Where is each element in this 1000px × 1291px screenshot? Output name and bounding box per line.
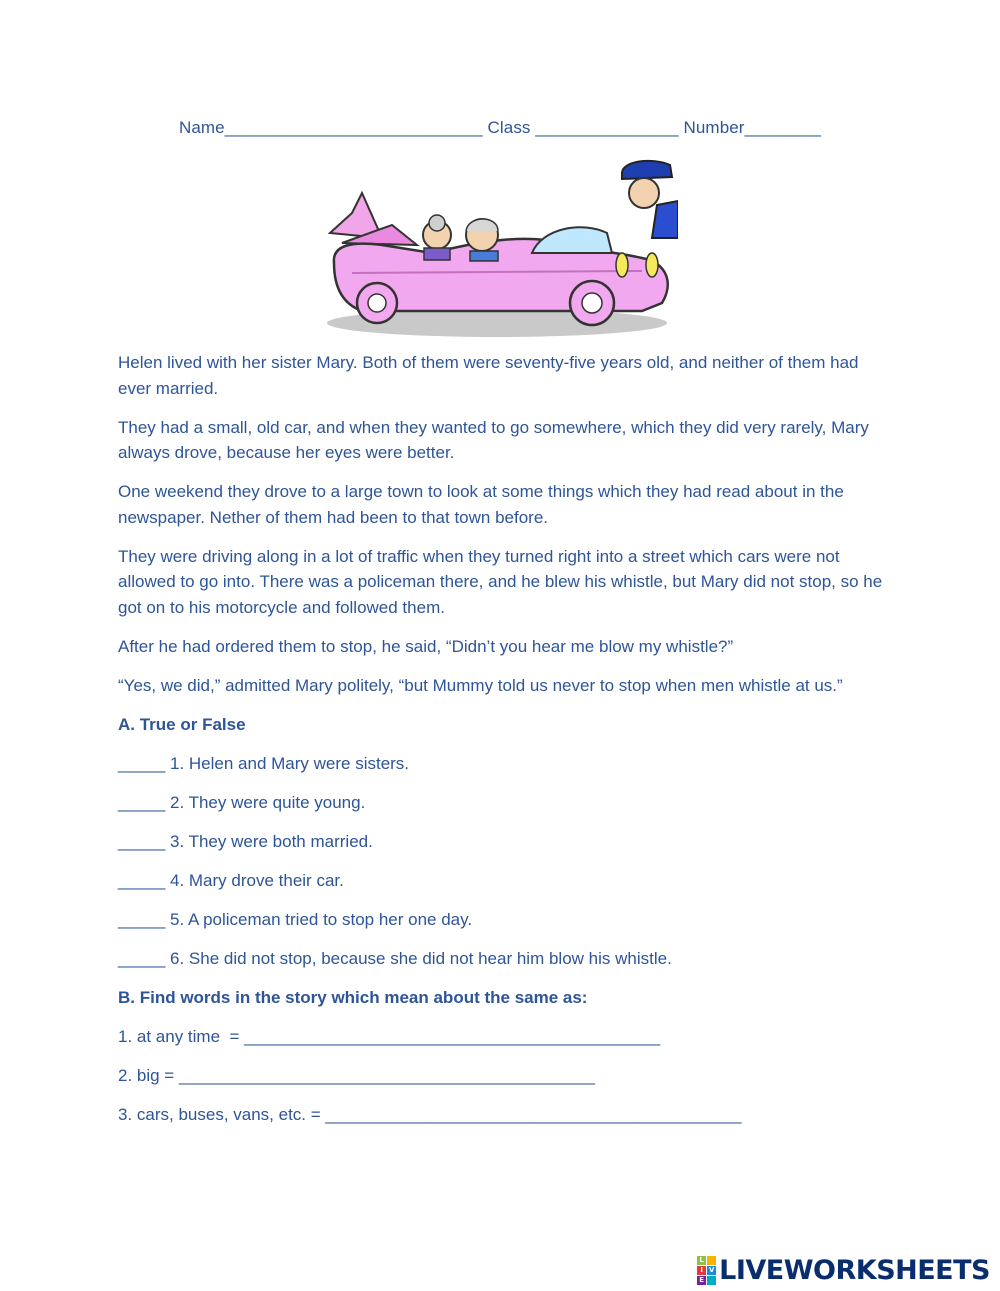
car-with-sisters-and-policeman-illustration	[322, 153, 678, 341]
story-paragraph-3: One weekend they drove to a large town to look at some things which they had read about in the newspaper. Nether of them had been to that town before.	[118, 482, 844, 527]
word-match-item-2[interactable]: 2. big = ____________________________________________	[118, 1065, 595, 1085]
section-b-heading: B. Find words in the story which mean about the same as:	[118, 987, 588, 1007]
true-false-item-5[interactable]: _____ 5. A policeman tried to stop her one day.	[118, 909, 473, 929]
story-paragraph-5: After he had ordered them to stop, he said, “Didn’t you hear me blow my whistle?”	[118, 636, 734, 656]
logo-letter-e: E	[697, 1276, 706, 1285]
logo-letter-v: V	[708, 1265, 715, 1274]
logo-block-yellow	[707, 1256, 716, 1265]
true-false-item-4[interactable]: _____ 4. Mary drove their car.	[118, 870, 344, 890]
section-a-heading: A. True or False	[118, 714, 246, 734]
word-match-item-1[interactable]: 1. at any time = ____________________________________________	[118, 1026, 661, 1046]
word-match-item-3[interactable]: 3. cars, buses, vans, etc. = ____________________________________________	[118, 1104, 742, 1124]
worksheet-content	[118, 350, 888, 1141]
liveworksheets-logo	[697, 1254, 990, 1286]
true-false-item-2[interactable]: _____ 2. They were quite young.	[118, 792, 366, 812]
logo-text: LIVEWORKSHEETS	[719, 1254, 990, 1286]
student-info-line: Name___________________________ Class _______________ Number________	[178, 118, 822, 137]
true-false-item-1[interactable]: _____ 1. Helen and Mary were sisters.	[118, 753, 410, 773]
story-paragraph-1: Helen lived with her sister Mary. Both of them were seventy-five years old, and neither of them had ever married.	[118, 353, 859, 398]
true-false-item-3[interactable]: _____ 3. They were both married.	[118, 831, 373, 851]
logo-letter-i: I	[697, 1266, 706, 1275]
story-paragraph-2: They had a small, old car, and when they wanted to go somewhere, which they did very rarely, Mary always drove, because her eyes were better.	[118, 417, 869, 462]
logo-letter-l: L	[697, 1256, 706, 1265]
story-paragraph-6: “Yes, we did,” admitted Mary politely, “but Mummy told us never to stop when men whistle at us.”	[118, 675, 843, 695]
logo-blocks-icon	[697, 1256, 716, 1285]
logo-block-cyan	[707, 1276, 716, 1285]
story-paragraph-4: They were driving along in a lot of traffic when they turned right into a street which cars were not allowed to go into. There was a policeman there, and he blew his whistle, but Mary did not stop, so he got on to his motorcycle and followed them.	[118, 546, 883, 617]
true-false-item-6[interactable]: _____ 6. She did not stop, because she did not hear him blow his whistle.	[118, 948, 672, 968]
